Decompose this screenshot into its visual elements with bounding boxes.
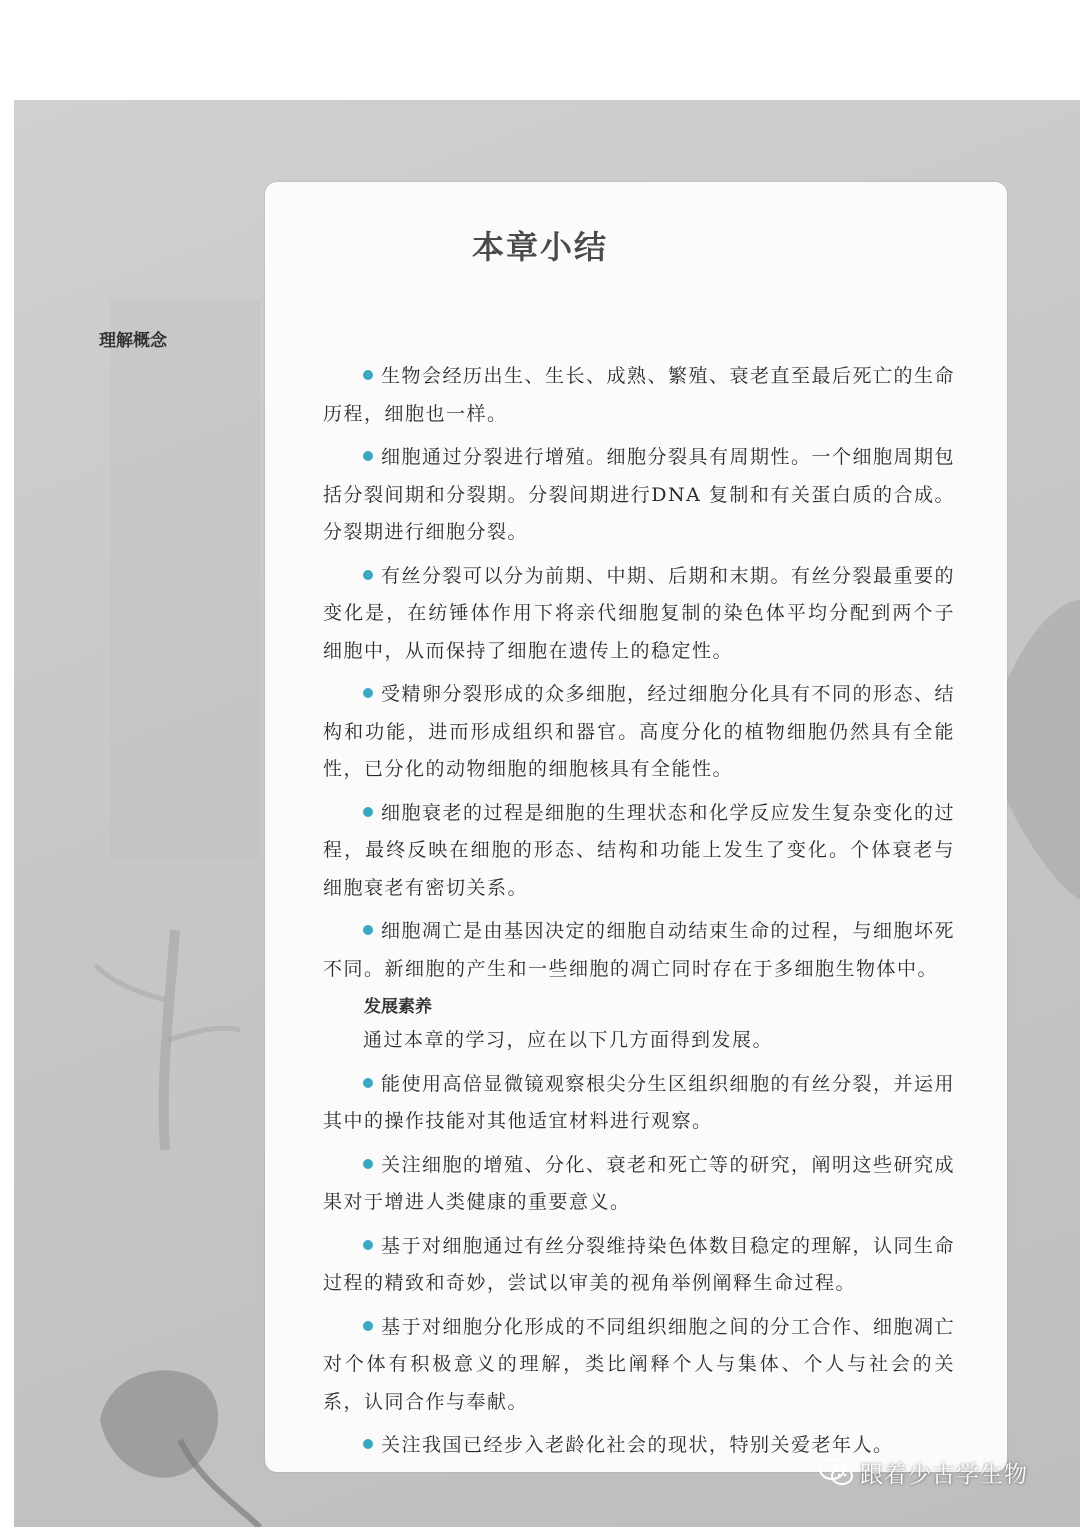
page-title: 本章小结 (471, 228, 608, 266)
list-item: 关注我国已经步入老龄化社会的现状，特别关爱老年人。 (323, 1427, 955, 1465)
list-item: 受精卵分裂形成的众多细胞，经过细胞分化具有不同的形态、结构和功能，进而形成组织和器官。高度分化的植物细胞仍然具有全能性，已分化的动物细胞的细胞核具有全能性。 (323, 683, 956, 780)
bullet-dot-icon (363, 370, 373, 380)
bullet-dot-icon (363, 688, 373, 698)
list-item: 能使用高倍显微镜观察根尖分生区组织细胞的有丝分裂，并运用其中的操作技能对其他适宜材料进行观察。 (323, 1072, 956, 1132)
watermark (818, 1452, 1028, 1492)
bullet-dot-icon (363, 1159, 373, 1169)
section-heading-development: 发展素养 (364, 997, 432, 1017)
list-item: 关注细胞的增殖、分化、衰老和死亡等的研究，阐明这些研究成果对于增进人类健康的重要意义。 (323, 1153, 956, 1213)
bullet-dot-icon (363, 1240, 373, 1250)
bullet-dot-icon (363, 1439, 373, 1449)
wechat-icon (818, 1457, 854, 1487)
bullet-dot-icon (363, 925, 373, 935)
bullet-dot-icon (363, 451, 373, 461)
list-item: 细胞衰老的过程是细胞的生理状态和化学反应发生复杂变化的过程，最终反映在细胞的形态、结构和功能上发生了变化。个体衰老与细胞衰老有密切关系。 (323, 801, 956, 899)
section-heading-concepts: 理解概念 (99, 331, 167, 351)
bullet-dot-icon (363, 807, 373, 817)
intro-text: 通过本章的学习，应在以下几方面得到发展。 (363, 1029, 774, 1051)
bullet-dot-icon (363, 1321, 373, 1331)
list-item: 有丝分裂可以分为前期、中期、后期和末期。有丝分裂最重要的变化是，在纺锤体作用下将亲代细胞复制的染色体平均分配到两个子细胞中，从而保持了细胞在遗传上的稳定性。 (323, 564, 956, 662)
bullet-dot-icon (363, 570, 373, 580)
development-list (323, 1022, 955, 1471)
bullet-dot-icon (363, 1078, 373, 1088)
list-item: 细胞通过分裂进行增殖。细胞分裂具有周期性。一个细胞周期包括分裂间期和分裂期。分裂间期进行DNA 复制和有关蛋白质的合成。分裂期进行细胞分裂。 (323, 446, 956, 543)
list-item: 基于对细胞通过有丝分裂维持染色体数目稳定的理解，认同生命过程的精致和奇妙，尝试以审美的视角举例阐释生命过程。 (323, 1234, 956, 1294)
watermark-text: 跟着少古学生物 (860, 1461, 1028, 1488)
list-item: 生物会经历出生、生长、成熟、繁殖、衰老直至最后死亡的生命历程，细胞也一样。 (323, 365, 956, 425)
list-item: 细胞凋亡是由基因决定的细胞自动结束生命的过程，与细胞坏死不同。新细胞的产生和一些细胞的凋亡同时存在于多细胞生物体中。 (323, 920, 956, 980)
list-item: 基于对细胞分化形成的不同组织细胞之间的分工合作、细胞凋亡对个体有积极意义的理解，类比阐释个人与集体、个人与社会的关系，认同合作与奉献。 (323, 1315, 956, 1413)
concepts-list (323, 358, 955, 994)
